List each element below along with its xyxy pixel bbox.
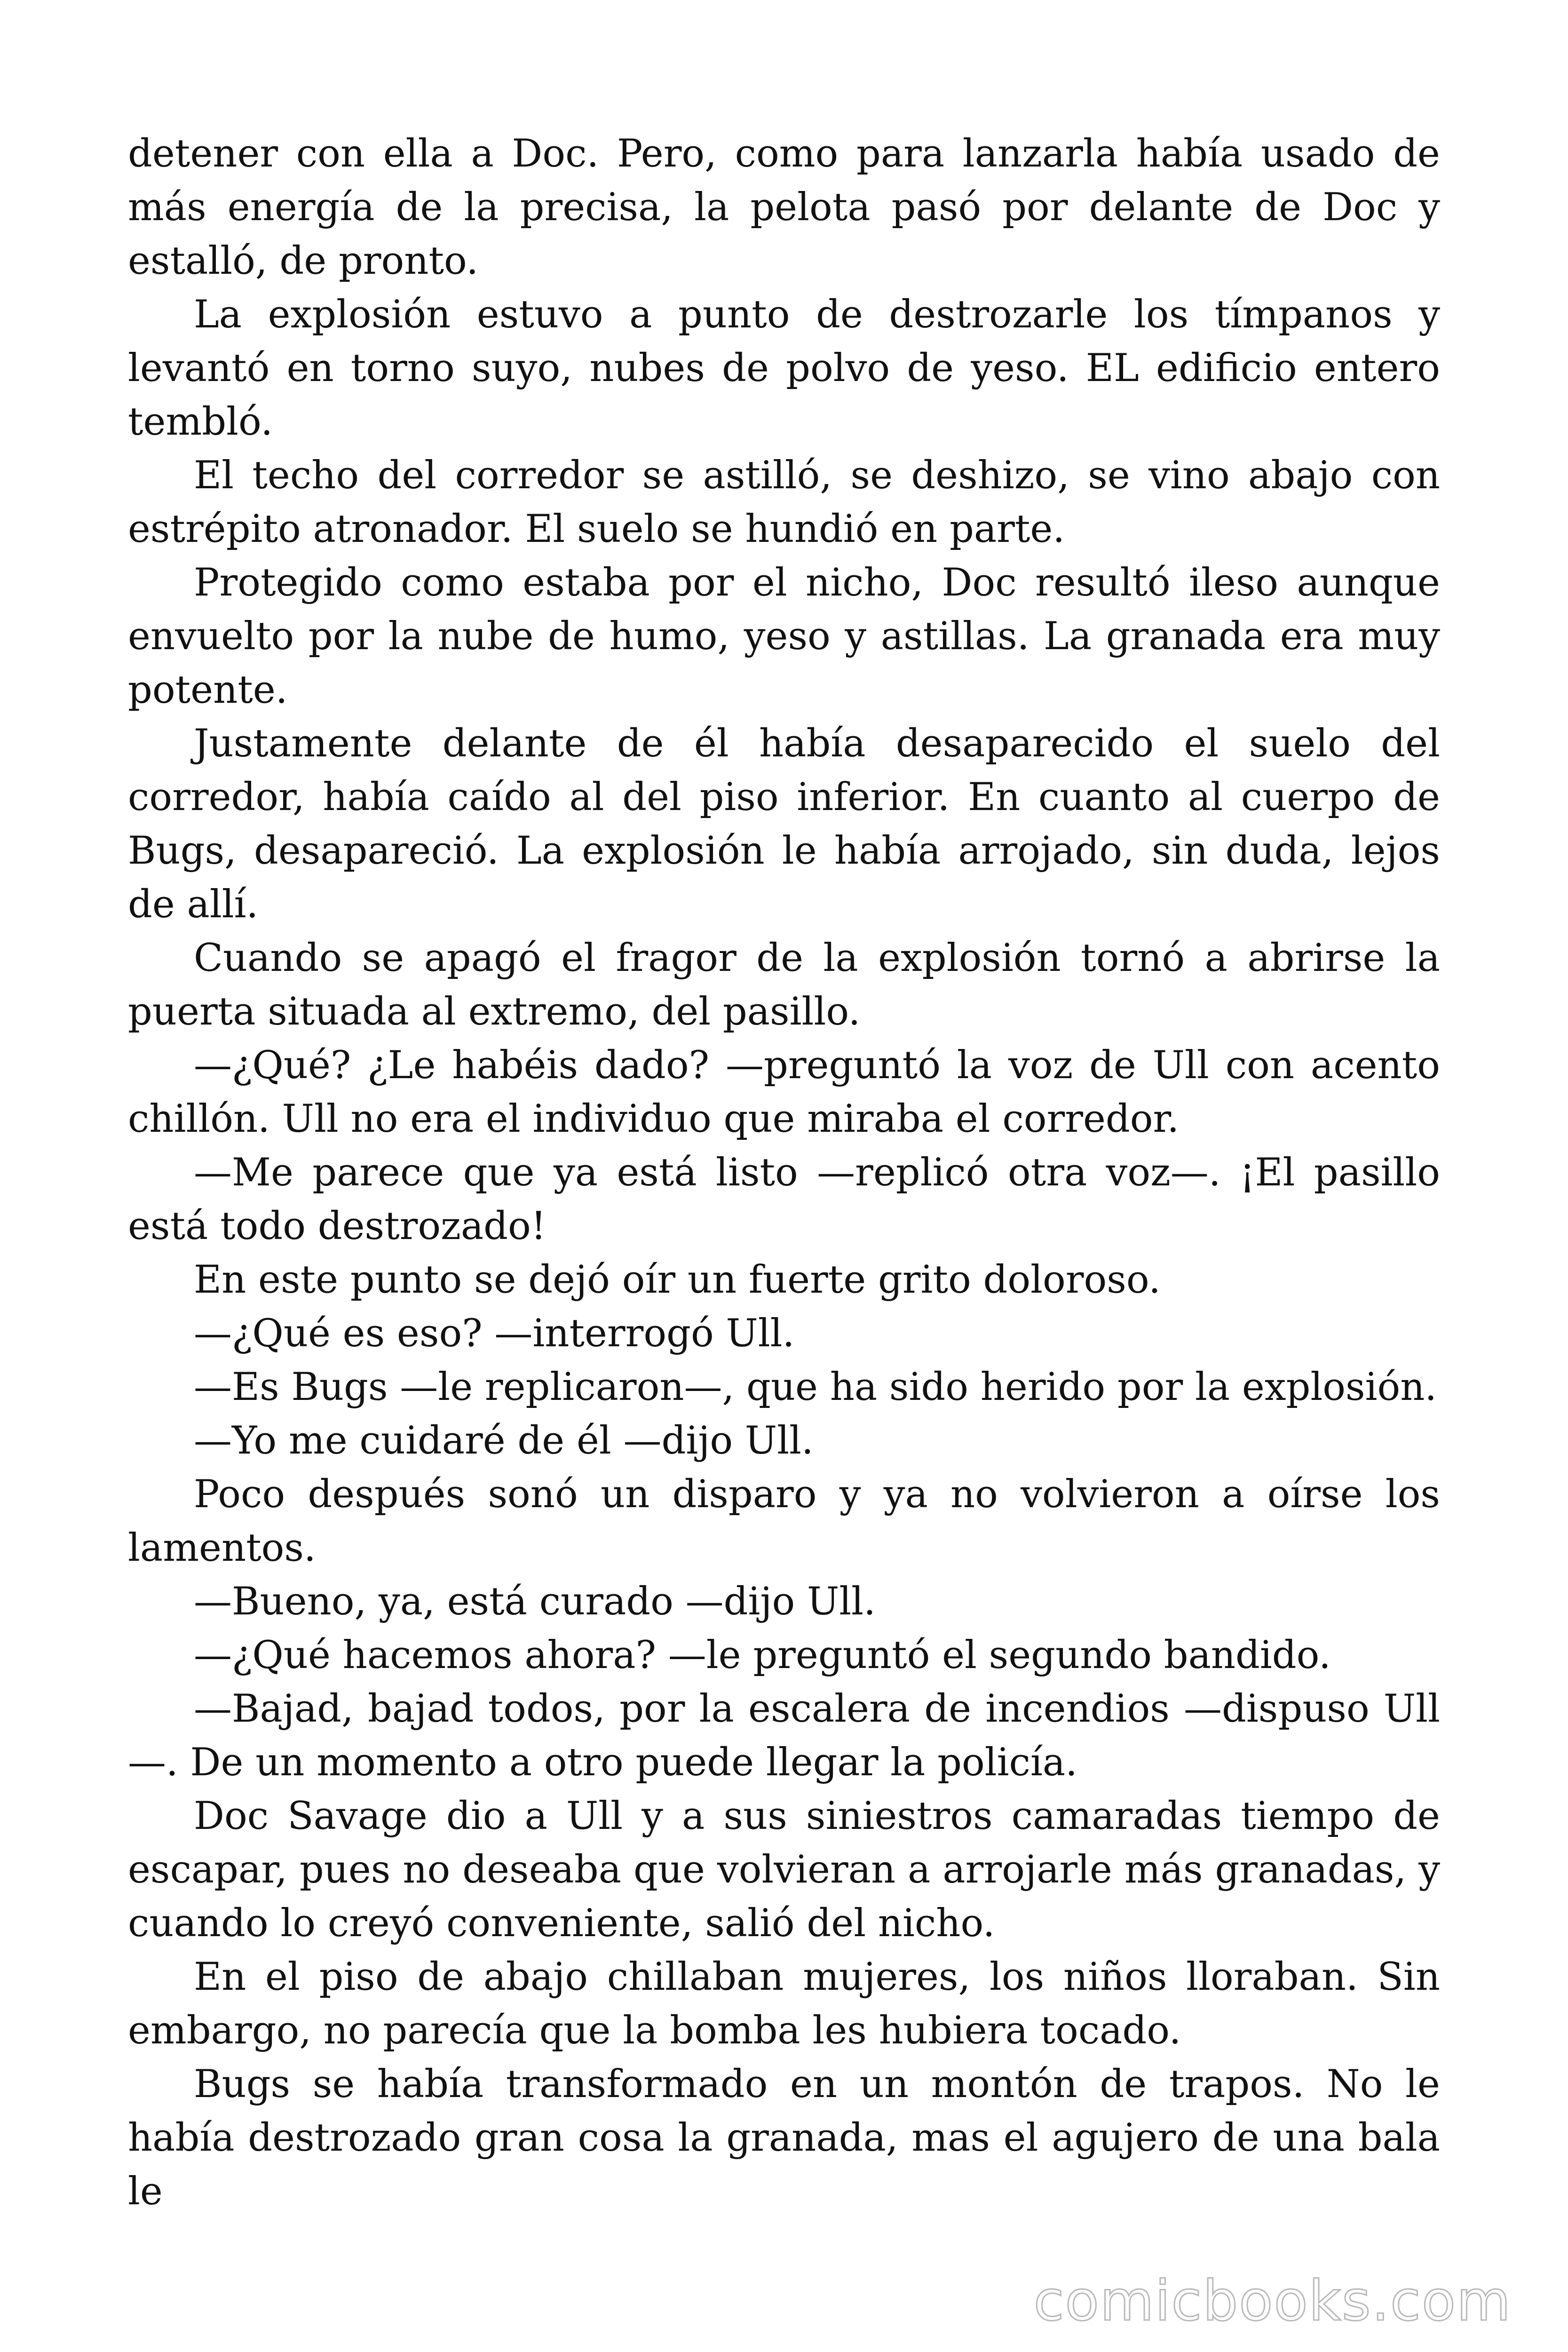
- paragraph: Poco después sonó un disparo y ya no volvieron a oírse los lamentos.: [128, 1472, 1440, 1570]
- paragraph: Bugs se había transformado en un montón de trapos. No le había destrozado gran cosa la granada, mas el agujero de una bala le: [128, 2062, 1440, 2214]
- paragraph: En este punto se dejó oír un fuerte grito doloroso.: [194, 1258, 1161, 1302]
- site-watermark: comicbooks.com: [1033, 2268, 1512, 2333]
- paragraph: En el piso de abajo chillaban mujeres, los niños lloraban. Sin embargo, no parecía que la bomba les hubiera tocado.: [128, 1955, 1440, 2053]
- paragraph: —Bajad, bajad todos, por la escalera de incendios —dispuso Ull —. De un momento a otro puede llegar la policía.: [128, 1687, 1440, 1785]
- paragraph: La explosión estuvo a punto de destrozarle los tímpanos y levantó en torno suyo, nubes de polvo de yeso. EL edificio entero tembló.: [128, 293, 1440, 444]
- paragraph: Cuando se apagó el fragor de la explosión tornó a abrirse la puerta situada al extremo, del pasillo.: [128, 936, 1440, 1034]
- paragraph: —¿Qué? ¿Le habéis dado? —preguntó la voz de Ull con acento chillón. Ull no era el individuo que miraba el corredor.: [128, 1043, 1440, 1141]
- body-text: [128, 127, 1440, 2218]
- paragraph: —Yo me cuidaré de él —dijo Ull.: [194, 1419, 814, 1463]
- paragraph: —Me parece que ya está listo —replicó otra voz—. ¡El pasillo está todo destrozado!: [128, 1151, 1440, 1248]
- paragraph: —Bueno, ya, está curado —dijo Ull.: [194, 1580, 876, 1624]
- paragraph: detener con ella a Doc. Pero, como para lanzarla había usado de más energía de la precisa, la pelota pasó por delante de Doc y estalló, de pronto.: [128, 132, 1440, 283]
- paragraph: Protegido como estaba por el nicho, Doc resultó ileso aunque envuelto por la nube de humo, yeso y astillas. La granada era muy potente.: [128, 561, 1440, 712]
- paragraph: —¿Qué hacemos ahora? —le preguntó el segundo bandido.: [194, 1633, 1331, 1677]
- paragraph: Justamente delante de él había desaparecido el suelo del corredor, había caído al del piso inferior. En cuanto al cuerpo de Bugs, desapareció. La explosión le había arrojado, sin duda, lejos de allí.: [128, 722, 1440, 927]
- paragraph: —Es Bugs —le replicaron—, que ha sido herido por la explosión.: [194, 1365, 1437, 1409]
- paragraph: El techo del corredor se astilló, se deshizo, se vino abajo con estrépito atronador. El suelo se hundió en parte.: [128, 453, 1440, 551]
- paragraph: —¿Qué es eso? —interrogó Ull.: [194, 1311, 795, 1356]
- paragraph: Doc Savage dio a Ull y a sus siniestros camaradas tiempo de escapar, pues no deseaba que volvieran a arrojarle más granadas, y cuando lo creyó conveniente, salió del nicho.: [128, 1794, 1440, 1946]
